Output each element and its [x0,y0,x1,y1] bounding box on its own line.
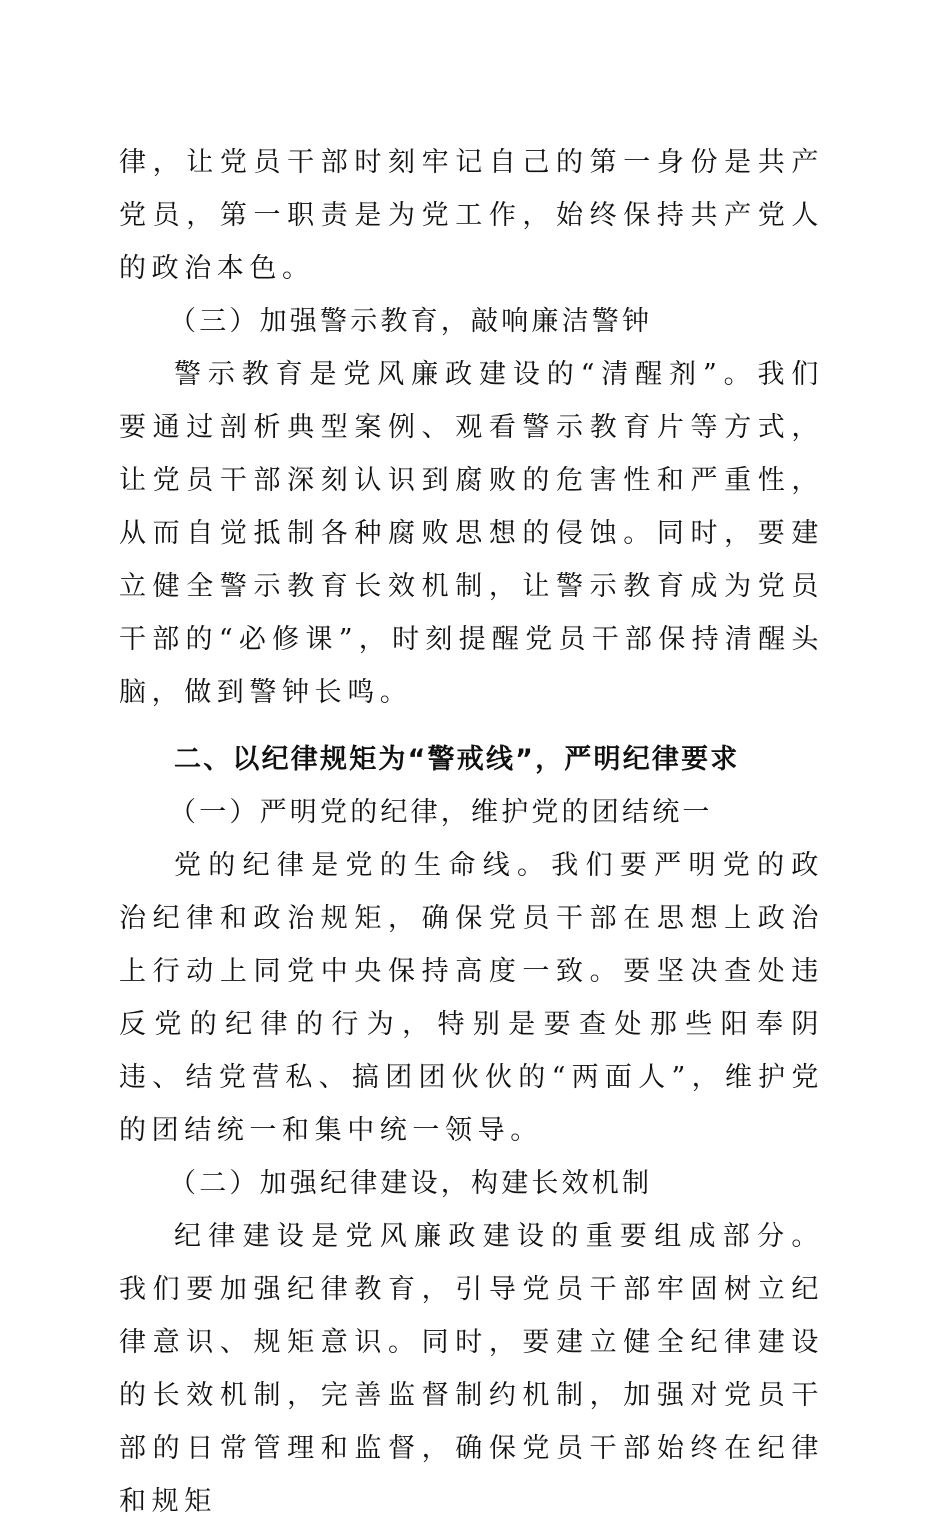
document-body [119,136,824,1528]
paragraph-party-discipline: 党的纪律是党的生命线。我们要严明党的政治纪律和政治规矩，确保党员干部在思想上政治上行动上同党中央保持高度一致。要坚决查处违反党的纪律的行为，特别是要查处那些阳奉阴违、结党营私、搞团团伙伙的“两面人”，维护党的团结统一和集中统一领导。 [119,850,824,1146]
paragraph-warning-education: 警示教育是党风廉政建设的“清醒剂”。我们要通过剖析典型案例、观看警示教育片等方式，让党员干部深刻认识到腐败的危害性和严重性，从而自觉抵制各种腐败思想的侵蚀。同时，要建立健全警示教育长效机制，让警示教育成为党员干部的“必修课”，时刻提醒党员干部保持清醒头脑，做到警钟长鸣。 [119,359,824,708]
paragraph-continued: 律，让党员干部时刻牢记自己的第一身份是共产党员，第一职责是为党工作，始终保持共产党人的政治本色。 [119,147,824,284]
subheading-1-party-discipline: （一）严明党的纪律，维护党的团结统一 [169,797,713,828]
section-heading-2-discipline: 二、以纪律规矩为“警戒线”，严明纪律要求 [174,744,740,775]
paragraph-discipline-building: 纪律建设是党风廉政建设的重要组成部分。我们要加强纪律教育，引导党员干部牢固树立纪律意识、规矩意识。同时，要建立健全纪律建设的长效机制，完善监督制约机制，加强对党员干部的日常管理和监督，确保党员干部始终在纪律和规矩 [119,1221,824,1517]
subheading-2-discipline-building: （二）加强纪律建设，构建长效机制 [169,1168,653,1199]
subheading-3-warning-education: （三）加强警示教育，敲响廉洁警钟 [169,306,653,337]
